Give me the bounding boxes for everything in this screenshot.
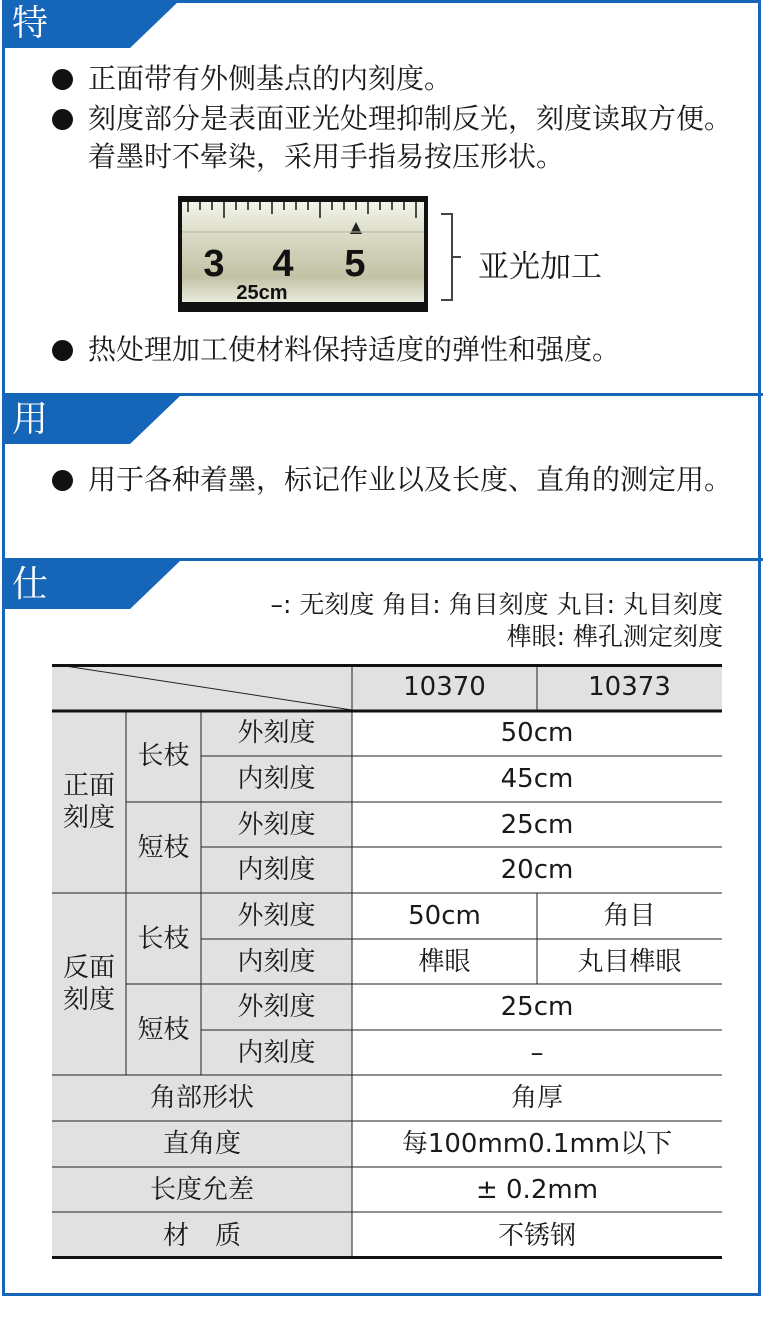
- spec-legend-line: –: 无刻度 角目: 角目刻度 丸目: 丸目刻度: [270, 590, 723, 619]
- bullet-dot-icon: [52, 340, 73, 361]
- short-arm-label: 短枝: [126, 984, 201, 1075]
- callout-bracket: [441, 213, 453, 301]
- outer-scale-label: 外刻度: [201, 710, 352, 756]
- header-corner-cell: [52, 664, 352, 710]
- spec-value: 20cm: [500, 855, 574, 885]
- spec-value: 丸目榫眼: [577, 946, 682, 977]
- spec-row-label: 角部形状: [52, 1075, 352, 1121]
- spec-value: 不锈钢: [497, 1220, 576, 1251]
- bullet-item: [52, 60, 732, 98]
- outer-scale-label: 外刻度: [201, 984, 352, 1030]
- spec-row-label: 长度允差: [52, 1167, 352, 1212]
- back-scale-label: 反面刻度: [52, 893, 126, 1075]
- bullet-text: 刻度部分是表面亚光处理抑制反光，刻度读取方便。着墨时不晕染，采用手指易按压形状。: [88, 102, 733, 173]
- ruler-number: 3: [203, 243, 225, 285]
- bullet-text: 热处理加工使材料保持适度的弹性和强度。: [88, 333, 621, 366]
- inner-scale-label: 内刻度: [201, 1030, 352, 1075]
- spec-value: 50cm: [408, 901, 481, 931]
- long-arm-label: 长枝: [126, 893, 201, 984]
- spec-row-label: 直角度: [52, 1121, 352, 1167]
- model-header: 10370: [352, 664, 537, 710]
- spec-value: 每100mm0.1mm以下: [401, 1129, 673, 1159]
- section-title: 用途: [12, 399, 50, 484]
- spec-value: 50cm: [500, 718, 574, 748]
- section-title: 仕样: [12, 564, 50, 649]
- spec-value: 角厚: [510, 1083, 563, 1113]
- callout-tick: [453, 256, 461, 258]
- spec-value: 25cm: [500, 992, 574, 1022]
- bullet-dot-icon: [52, 470, 73, 491]
- inner-scale-label: 内刻度: [201, 756, 352, 802]
- spec-legend-line: 榫眼: 榫孔测定刻度: [506, 622, 723, 651]
- ruler-number: 4: [272, 243, 294, 285]
- short-arm-label: 短枝: [126, 802, 201, 893]
- spec-value: ± 0.2mm: [475, 1174, 599, 1205]
- inner-scale-label: 内刻度: [201, 847, 352, 893]
- model-header: 10373: [537, 664, 722, 710]
- inner-scale-label: 内刻度: [201, 939, 352, 984]
- ruler-number: 5: [344, 243, 366, 285]
- spec-value: 榫眼: [418, 946, 471, 977]
- bullet-item: [52, 100, 732, 176]
- spec-row-label: 材 质: [52, 1212, 352, 1259]
- bullet-item: [52, 461, 732, 499]
- ruler-photo: [178, 196, 428, 312]
- bullet-text: 正面带有外侧基点的内刻度。: [88, 62, 453, 95]
- spec-table: [52, 664, 722, 1259]
- outer-scale-label: 外刻度: [201, 802, 352, 847]
- section-title: 特长: [12, 3, 50, 88]
- bullet-dot-icon: [52, 69, 73, 90]
- spec-value: –: [530, 1037, 544, 1068]
- bullet-text: 用于各种着墨，标记作业以及长度、直角的测定用。: [88, 463, 733, 496]
- bullet-dot-icon: [52, 109, 73, 130]
- spec-value: 25cm: [500, 809, 574, 840]
- spec-value: 45cm: [500, 764, 574, 794]
- outer-scale-label: 外刻度: [201, 893, 352, 939]
- spec-value: 角目: [603, 901, 656, 931]
- bullet-item: [52, 331, 732, 369]
- callout-label: 亚光加工: [478, 249, 602, 285]
- ruler-unit-label: 25cm: [236, 282, 288, 304]
- front-scale-label: 正面刻度: [52, 710, 126, 893]
- long-arm-label: 长枝: [126, 710, 201, 802]
